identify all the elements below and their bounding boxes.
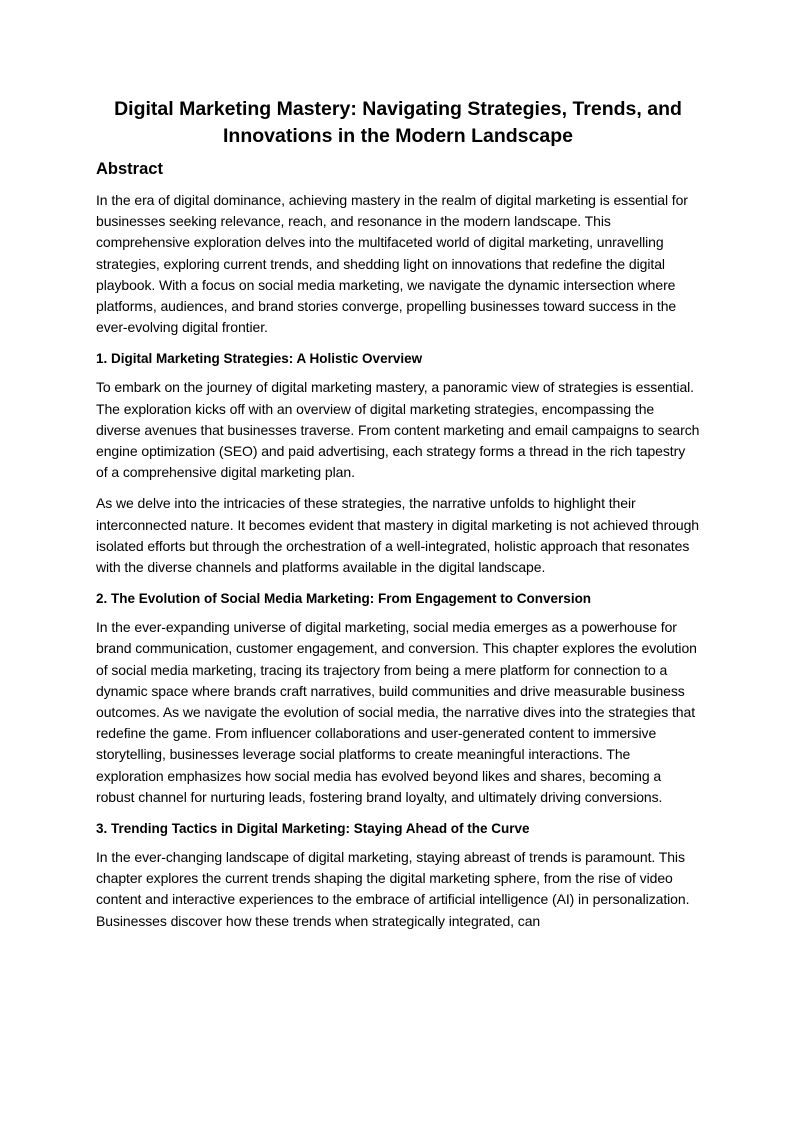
section-3-heading: 3. Trending Tactics in Digital Marketing: Staying Ahead of the Curve bbox=[96, 821, 530, 837]
section-2-paragraph-1: In the ever-expanding universe of digital marketing, social media emerges as a powerhouse for brand communication, customer engagement, and conversion. This chapter explores the evolution of social media marketing, tracing its trajectory from being a mere platform for connection to a dynamic space where brands craft narratives, build communities and drive measurable business outcomes. As we navigate the evolution of social media, the narrative dives into the strategies that redefine the game. From influencer collaborations and user-generated content to immersive storytelling, businesses leverage social platforms to create meaningful interactions. The exploration emphasizes how social media has evolved beyond likes and shares, becoming a robust channel for nurturing leads, fostering brand loyalty, and ultimately driving conversions. bbox=[96, 619, 697, 805]
section-3-paragraph-1: In the ever-changing landscape of digital marketing, staying abreast of trends is paramount. This chapter explores the current trends shaping the digital marketing sphere, from the rise of video content and interactive experiences to the embrace of artificial intelligence (AI) in personalization. Businesses discover how these trends when strategically integrated, can bbox=[96, 849, 690, 929]
document-page bbox=[96, 96, 700, 942]
document-title: Digital Marketing Mastery: Navigating Strategies, Trends, and Innovations in the Modern Landscape bbox=[114, 98, 682, 147]
section-1-heading: 1. Digital Marketing Strategies: A Holistic Overview bbox=[96, 351, 423, 367]
section-1-paragraph-1: To embark on the journey of digital marketing mastery, a panoramic view of strategies is essential. The exploration kicks off with an overview of digital marketing strategies, encompassing the diverse avenues that businesses traverse. From content marketing and email campaigns to search engine optimization (SEO) and paid advertising, each strategy forms a thread in the rich tapestry of a comprehensive digital marketing plan. bbox=[96, 379, 700, 481]
abstract-paragraph: In the era of digital dominance, achieving mastery in the realm of digital marketing is essential for businesses seeking relevance, reach, and resonance in the modern landscape. This comprehensive exploration delves into the multifaceted world of digital marketing, unravelling strategies, exploring current trends, and shedding light on innovations that redefine the digital playbook. With a focus on social media marketing, we navigate the dynamic intersection where platforms, audiences, and brand stories converge, propelling businesses toward success in the ever-evolving digital frontier. bbox=[96, 192, 688, 336]
section-1-paragraph-2: As we delve into the intricacies of these strategies, the narrative unfolds to highlight their interconnected nature. It becomes evident that mastery in digital marketing is not achieved through isolated efforts but through the orchestration of a well-integrated, holistic approach that resonates with the diverse channels and platforms available in the digital landscape. bbox=[96, 495, 699, 576]
section-2-heading: 2. The Evolution of Social Media Marketing: From Engagement to Conversion bbox=[96, 591, 592, 607]
abstract-heading: Abstract bbox=[96, 160, 163, 178]
